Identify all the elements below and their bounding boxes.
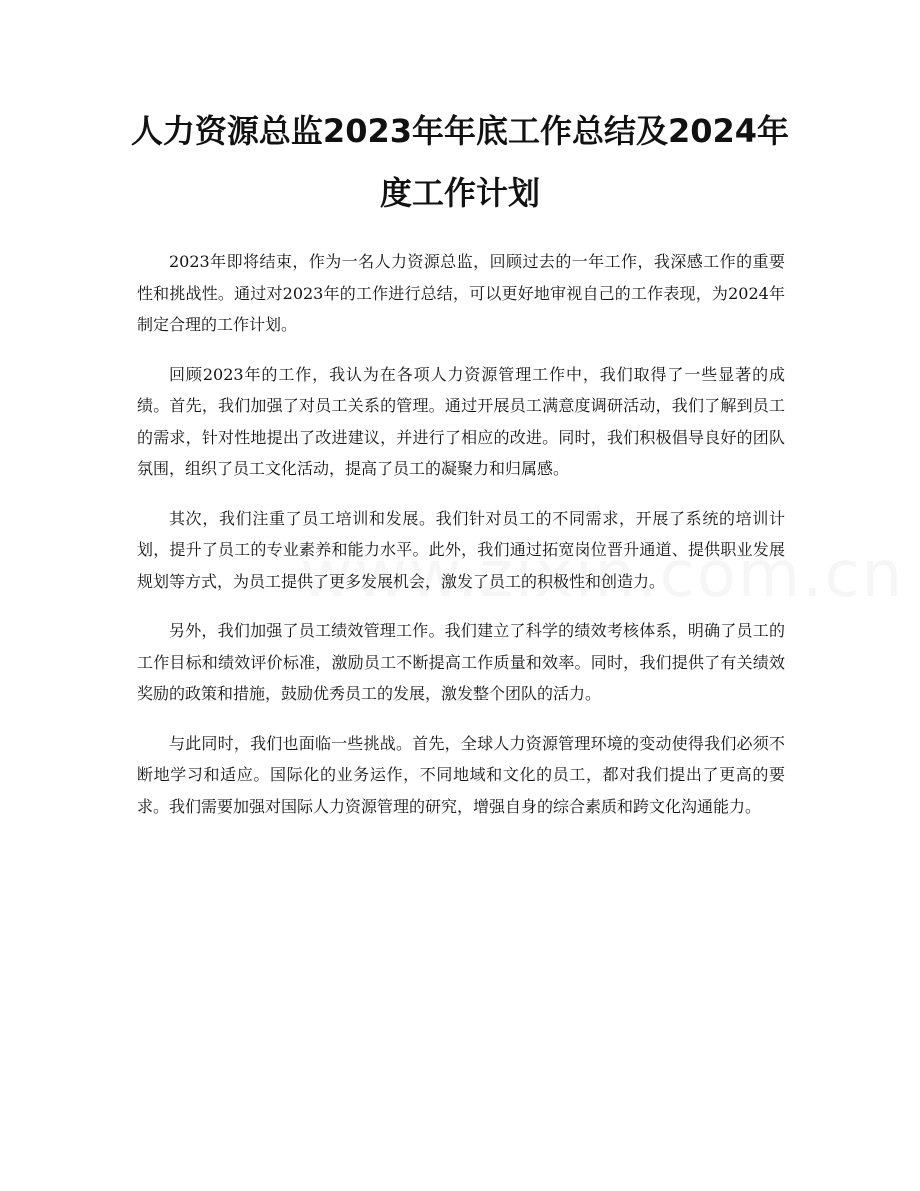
paragraph-5: 与此同时，我们也面临一些挑战。首先，全球人力资源管理环境的变动使得我们必须不断地学习和适应。国际化的业务运作，不同地域和文化的员工，都对我们提出了更高的要求。我们需要加强对国际人力资源管理的研究，增强自身的综合素质和跨文化沟通能力。 xyxy=(137,733,785,816)
paragraph-4: 另外，我们加强了员工绩效管理工作。我们建立了科学的绩效考核体系，明确了员工的工作目标和绩效评价标准，激励员工不断提高工作质量和效率。同时，我们提供了有关绩效奖励的政策和措施，鼓励优秀员工的发展，激发整个团队的活力。 xyxy=(137,621,785,703)
paragraph-3: 其次，我们注重了员工培训和发展。我们针对员工的不同需求，开展了系统的培训计划，提升了员工的专业素养和能力水平。此外，我们通过拓宽岗位晋升通道、提供职业发展规划等方式，为员工提供了更多发展机会，激发了员工的积极性和创造力。 xyxy=(137,508,785,591)
paragraph-2: 回顾2023年的工作，我认为在各项人力资源管理工作中，我们取得了一些显著的成绩。首先，我们加强了对员工关系的管理。通过开展员工满意度调研活动，我们了解到员工的需求，针对性地提出了改进建议，并进行了相应的改进。同时，我们积极倡导良好的团队氛围，组织了员工文化活动，提高了员工的凝聚力和归属感。 xyxy=(137,364,785,478)
paragraph-1: 2023年即将结束，作为一名人力资源总监，回顾过去的一年工作，我深感工作的重要性和挑战性。通过对2023年的工作进行总结，可以更好地审视自己的工作表现，为2024年制定合理的工作计划。 xyxy=(137,252,785,334)
document-body xyxy=(137,246,785,840)
document-title: 人力资源总监2023年年底工作总结及2024年度工作计划 xyxy=(130,112,790,212)
